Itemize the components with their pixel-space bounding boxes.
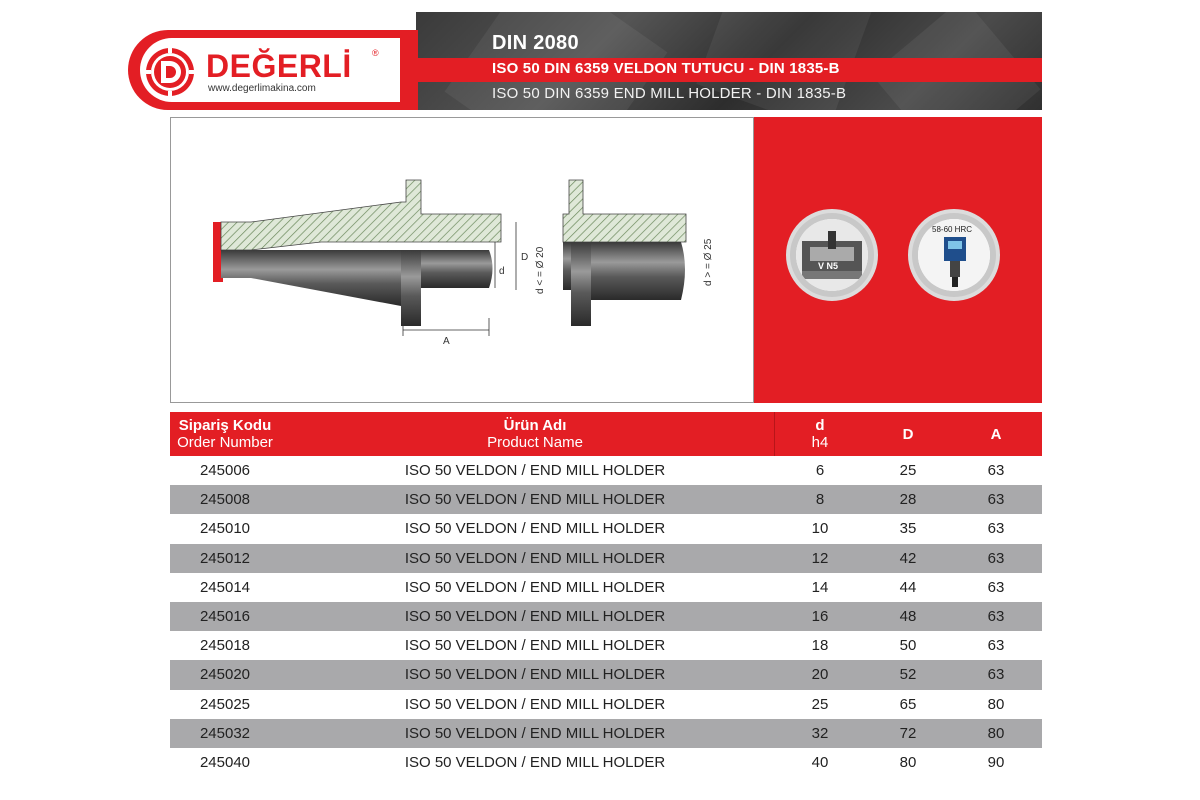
cell-product-name: ISO 50 VELDON / END MILL HOLDER xyxy=(404,637,666,655)
dim-label-A: A xyxy=(443,336,450,347)
cell-d: 8 xyxy=(815,491,825,509)
subtitle-turkish: ISO 50 DIN 6359 VELDON TUTUCU - DIN 1835-B xyxy=(492,60,840,77)
cell-d: 12 xyxy=(811,549,829,567)
cell-D: 28 xyxy=(899,491,917,509)
table-body xyxy=(170,456,1042,777)
page-title: DIN 2080 xyxy=(492,32,579,54)
table-row xyxy=(170,514,1042,543)
cell-A: 63 xyxy=(987,520,1005,538)
col-A: A xyxy=(990,425,1002,443)
cell-d: 14 xyxy=(811,578,829,596)
cell-A: 63 xyxy=(987,666,1005,684)
brand-name: DEĞERLİ xyxy=(206,48,352,84)
drawing-right-hatched xyxy=(563,180,686,242)
cell-product-name: ISO 50 VELDON / END MILL HOLDER xyxy=(404,695,666,713)
drawing-right-nose xyxy=(591,242,685,300)
col-d: d h4 xyxy=(811,417,829,451)
cell-A: 63 xyxy=(987,549,1005,567)
note-left: d < = Ø 20 xyxy=(535,246,546,294)
table-row xyxy=(170,631,1042,660)
cell-A: 63 xyxy=(987,462,1005,479)
brand-url[interactable]: www.degerlimakina.com xyxy=(208,83,316,94)
table-row xyxy=(170,748,1042,777)
drawing-hatched-section xyxy=(221,180,501,250)
cell-D: 48 xyxy=(899,607,917,625)
tool-holder-drawing xyxy=(171,118,753,402)
table-row xyxy=(170,544,1042,573)
cell-order-number: 245016 xyxy=(199,607,251,625)
cell-product-name: ISO 50 VELDON / END MILL HOLDER xyxy=(404,607,666,625)
cell-A: 63 xyxy=(987,607,1005,625)
cell-d: 20 xyxy=(811,666,829,684)
cell-D: 25 xyxy=(899,462,917,479)
table-header xyxy=(170,412,1042,456)
cell-D: 65 xyxy=(899,695,917,713)
hardness-badge xyxy=(908,209,1000,301)
cell-product-name: ISO 50 VELDON / END MILL HOLDER xyxy=(404,462,666,479)
cell-d: 25 xyxy=(811,695,829,713)
drawing-nose xyxy=(421,250,493,288)
cell-d: 6 xyxy=(815,462,825,479)
col-order-number: Sipariş Kodu Order Number xyxy=(177,417,273,451)
table-row xyxy=(170,485,1042,514)
cell-product-name: ISO 50 VELDON / END MILL HOLDER xyxy=(404,753,666,771)
table-row xyxy=(170,690,1042,719)
cell-product-name: ISO 50 VELDON / END MILL HOLDER xyxy=(404,549,666,567)
cell-order-number: 245018 xyxy=(199,637,251,655)
table-row xyxy=(170,719,1042,748)
cell-product-name: ISO 50 VELDON / END MILL HOLDER xyxy=(404,724,666,742)
col-D: D xyxy=(902,425,914,443)
product-table xyxy=(170,412,1042,777)
cell-D: 35 xyxy=(899,520,917,538)
cell-order-number: 245032 xyxy=(199,724,251,742)
table-row xyxy=(170,456,1042,485)
cell-A: 63 xyxy=(987,491,1005,509)
cell-d: 18 xyxy=(811,637,829,655)
drawing-flange xyxy=(401,250,421,326)
drawing-right-flange xyxy=(571,242,591,326)
cell-D: 52 xyxy=(899,666,917,684)
dim-label-d: d xyxy=(499,266,505,277)
hardness-label: 58-60 HRC xyxy=(932,225,973,234)
registered-mark: ® xyxy=(372,48,379,58)
cell-D: 80 xyxy=(899,753,917,771)
table-row xyxy=(170,660,1042,689)
cell-order-number: 245040 xyxy=(199,753,251,771)
cell-order-number: 245014 xyxy=(199,578,251,596)
cell-product-name: ISO 50 VELDON / END MILL HOLDER xyxy=(404,491,666,509)
cell-D: 50 xyxy=(899,637,917,655)
dim-label-D: D xyxy=(521,252,529,263)
cell-d: 40 xyxy=(811,753,829,771)
table-row xyxy=(170,602,1042,631)
col-product-name: Ürün Adı Product Name xyxy=(487,417,583,451)
hardness-tester-icon xyxy=(918,219,990,291)
cell-order-number: 245008 xyxy=(199,491,251,509)
cell-A: 63 xyxy=(987,637,1005,655)
cell-D: 42 xyxy=(899,549,917,567)
gear-logo-icon xyxy=(142,44,198,100)
table-row xyxy=(170,573,1042,602)
cell-A: 63 xyxy=(987,578,1005,596)
cell-order-number: 245025 xyxy=(199,695,251,713)
cell-product-name: ISO 50 VELDON / END MILL HOLDER xyxy=(404,520,666,538)
cell-D: 72 xyxy=(899,724,917,742)
cell-A: 90 xyxy=(987,753,1005,771)
subtitle-english: ISO 50 DIN 6359 END MILL HOLDER - DIN 1835-B xyxy=(492,85,847,102)
cell-A: 80 xyxy=(987,695,1005,713)
cell-d: 32 xyxy=(811,724,829,742)
cell-A: 80 xyxy=(987,724,1005,742)
feature-panel xyxy=(754,117,1042,403)
cell-D: 44 xyxy=(899,578,917,596)
cell-d: 16 xyxy=(811,607,829,625)
cell-order-number: 245010 xyxy=(199,520,251,538)
cell-order-number: 245012 xyxy=(199,549,251,567)
machine-badge xyxy=(786,209,878,301)
machine-label: V N5 xyxy=(818,261,839,271)
cell-order-number: 245006 xyxy=(199,462,251,479)
cell-product-name: ISO 50 VELDON / END MILL HOLDER xyxy=(404,666,666,684)
technical-drawing xyxy=(170,117,754,403)
drawing-taper-body xyxy=(221,250,401,306)
cnc-machine-icon xyxy=(796,219,868,291)
cell-product-name: ISO 50 VELDON / END MILL HOLDER xyxy=(404,578,666,596)
note-right: d > = Ø 25 xyxy=(703,238,714,286)
cell-order-number: 245020 xyxy=(199,666,251,684)
cell-d: 10 xyxy=(811,520,829,538)
